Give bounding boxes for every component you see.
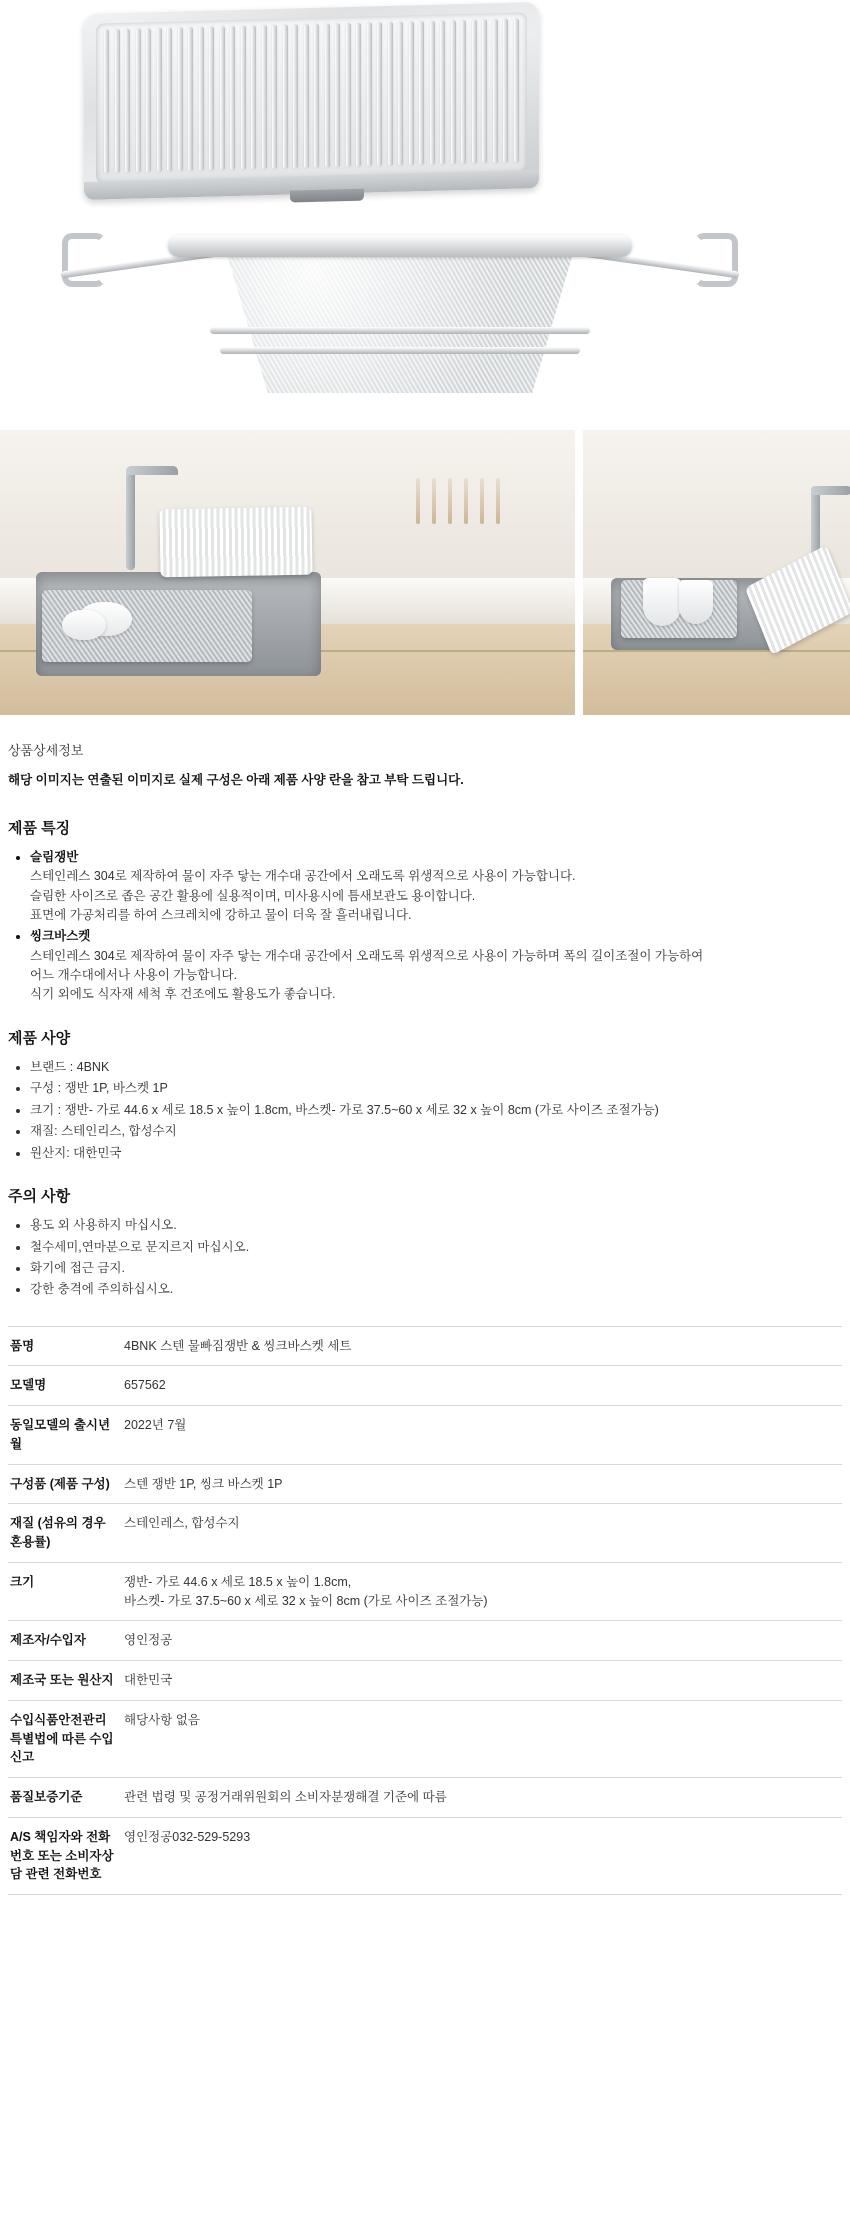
feature-line: 어느 개수대에서나 사용이 가능합니다. — [30, 968, 238, 983]
row-label: 재질 (섬유의 경우 혼용률) — [10, 1516, 106, 1550]
caution-item: • 용도 외 사용하지 마십시오. — [30, 1216, 842, 1235]
features-title: 제품 특징 — [8, 819, 71, 837]
sink-basket-illustration — [60, 215, 740, 415]
table-row — [8, 1562, 842, 1621]
feature-line: 식기 외에도 식자재 세척 후 건조에도 활용도가 좋습니다. — [30, 987, 336, 1002]
table-row — [8, 1700, 842, 1777]
table-row — [8, 1464, 842, 1504]
row-value: 스텐 쟁반 1P, 씽크 바스켓 1P — [124, 1476, 283, 1491]
basket-handle-right — [694, 233, 738, 287]
feature-line: 스테인레스 304로 제작하여 물이 자주 닿는 개수대 공간에서 오래도록 위생적으로 사용이 가능합니다. — [30, 869, 576, 884]
spec-item: • 크기 : 쟁반- 가로 44.6 x 세로 18.5 x 높이 1.8cm, 바스켓- 가로 37.5~60 x 세로 32 x 높이 8cm (가로 사이즈 조절가능) — [30, 1101, 842, 1120]
feature-name: 슬림쟁반 — [30, 849, 79, 864]
section-label: 상품상세정보 — [8, 743, 84, 758]
row-label: 동일모델의 출시년월 — [10, 1418, 111, 1451]
basket-rail-bottom-1 — [210, 327, 590, 334]
row-label: 구성품 (제품 구성) — [10, 1476, 110, 1491]
row-value: 대한민국 — [124, 1673, 173, 1688]
image-notice: 해당 이미지는 연출된 이미지로 실제 구성은 아래 제품 사양 란을 참고 부탁 드립니다. — [8, 773, 464, 788]
product-info-table — [8, 1326, 842, 1896]
spec-item: • 구성 : 쟁반 1P, 바스켓 1P — [30, 1079, 842, 1098]
row-label: 제조자/수입자 — [10, 1633, 86, 1648]
hero-product-image — [0, 0, 850, 430]
basket-handle-left — [62, 233, 106, 287]
row-value: 657562 — [124, 1378, 166, 1393]
tray-drain-spout — [290, 189, 364, 203]
row-label: 크기 — [10, 1574, 35, 1589]
cautions-title: 주의 사항 — [8, 1187, 71, 1205]
feature-item — [30, 848, 842, 926]
specs-list — [8, 1058, 842, 1163]
slim-tray-illustration — [84, 2, 539, 200]
row-value: 영인정공 — [124, 1633, 173, 1648]
spec-item: • 재질: 스테인리스, 합성수지 — [30, 1122, 842, 1141]
row-label: 모델명 — [10, 1378, 47, 1393]
table-row — [8, 1817, 842, 1894]
row-value: 쟁반- 가로 44.6 x 세로 18.5 x 높이 1.8cm, 바스켓- 가로 37.5~60 x 세로 32 x 높이 8cm (가로 사이즈 조절가능) — [124, 1574, 488, 1608]
lifestyle-photo-right — [583, 430, 850, 715]
table-row — [8, 1504, 842, 1563]
table-row — [8, 1406, 842, 1465]
row-value: 4BNK 스텐 물빠짐쟁반 & 씽크바스켓 세트 — [124, 1338, 352, 1353]
lifestyle-photo-left — [0, 430, 575, 715]
detail-content — [0, 715, 850, 1921]
row-value: 관련 법령 및 공정거래위원회의 소비자분쟁해결 기준에 따름 — [124, 1790, 447, 1805]
row-value: 2022년 7월 — [124, 1418, 187, 1433]
spec-item: • 브랜드 : 4BNK — [30, 1058, 842, 1077]
table-row — [8, 1366, 842, 1406]
feature-line: 스테인레스 304로 제작하여 물이 자주 닿는 개수대 공간에서 오래도록 위생적으로 사용이 가능하며 폭의 길이조절이 가능하여 — [30, 948, 704, 963]
specs-title: 제품 사양 — [8, 1029, 71, 1047]
basket-rail-bottom-2 — [220, 347, 580, 354]
row-label: 수입식품안전관리특별법에 따른 수입신고 — [10, 1712, 114, 1765]
dish-rack — [410, 466, 502, 524]
row-value: 해당사항 없음 — [124, 1712, 200, 1727]
tray-in-sink — [159, 507, 312, 578]
row-value: 스테인레스, 합성수지 — [124, 1516, 240, 1531]
row-label: A/S 책임자와 전화번호 또는 소비자상담 관련 전화번호 — [10, 1829, 114, 1882]
caution-item: • 강한 충격에 주의하십시오. — [30, 1280, 842, 1299]
row-value: 영인정공032-529-5293 — [124, 1829, 251, 1844]
faucet-icon — [126, 470, 135, 570]
features-list — [8, 848, 842, 1005]
table-row — [8, 1778, 842, 1818]
caution-item: • 철수세미,연마분으로 문지르지 마십시오. — [30, 1238, 842, 1257]
feature-name: 씽크바스켓 — [30, 929, 91, 944]
table-row — [8, 1621, 842, 1661]
table-row — [8, 1326, 842, 1366]
feature-item — [30, 927, 842, 1005]
basket-rim — [168, 235, 632, 257]
feature-line: 슬림한 사이즈로 좁은 공간 활용에 실용적이며, 미사용시에 틈새보관도 용이합니다. — [30, 888, 476, 903]
plate — [643, 578, 681, 626]
row-label: 품질보증기준 — [10, 1790, 83, 1805]
feature-line: 표면에 가공처리를 하여 스크레치에 강하고 물이 더욱 잘 흘러내립니다. — [30, 907, 412, 922]
cautions-list — [8, 1216, 842, 1300]
spec-item: • 원산지: 대한민국 — [30, 1144, 842, 1163]
caution-item: • 화기에 접근 금지. — [30, 1259, 842, 1278]
plate — [679, 580, 713, 624]
lifestyle-photo-row — [0, 430, 850, 715]
plate — [62, 610, 106, 640]
tray-ribs — [104, 19, 519, 174]
table-row — [8, 1661, 842, 1701]
basket-mesh-body — [180, 243, 620, 393]
row-label: 제조국 또는 원산지 — [10, 1673, 114, 1688]
row-label: 품명 — [10, 1338, 35, 1353]
